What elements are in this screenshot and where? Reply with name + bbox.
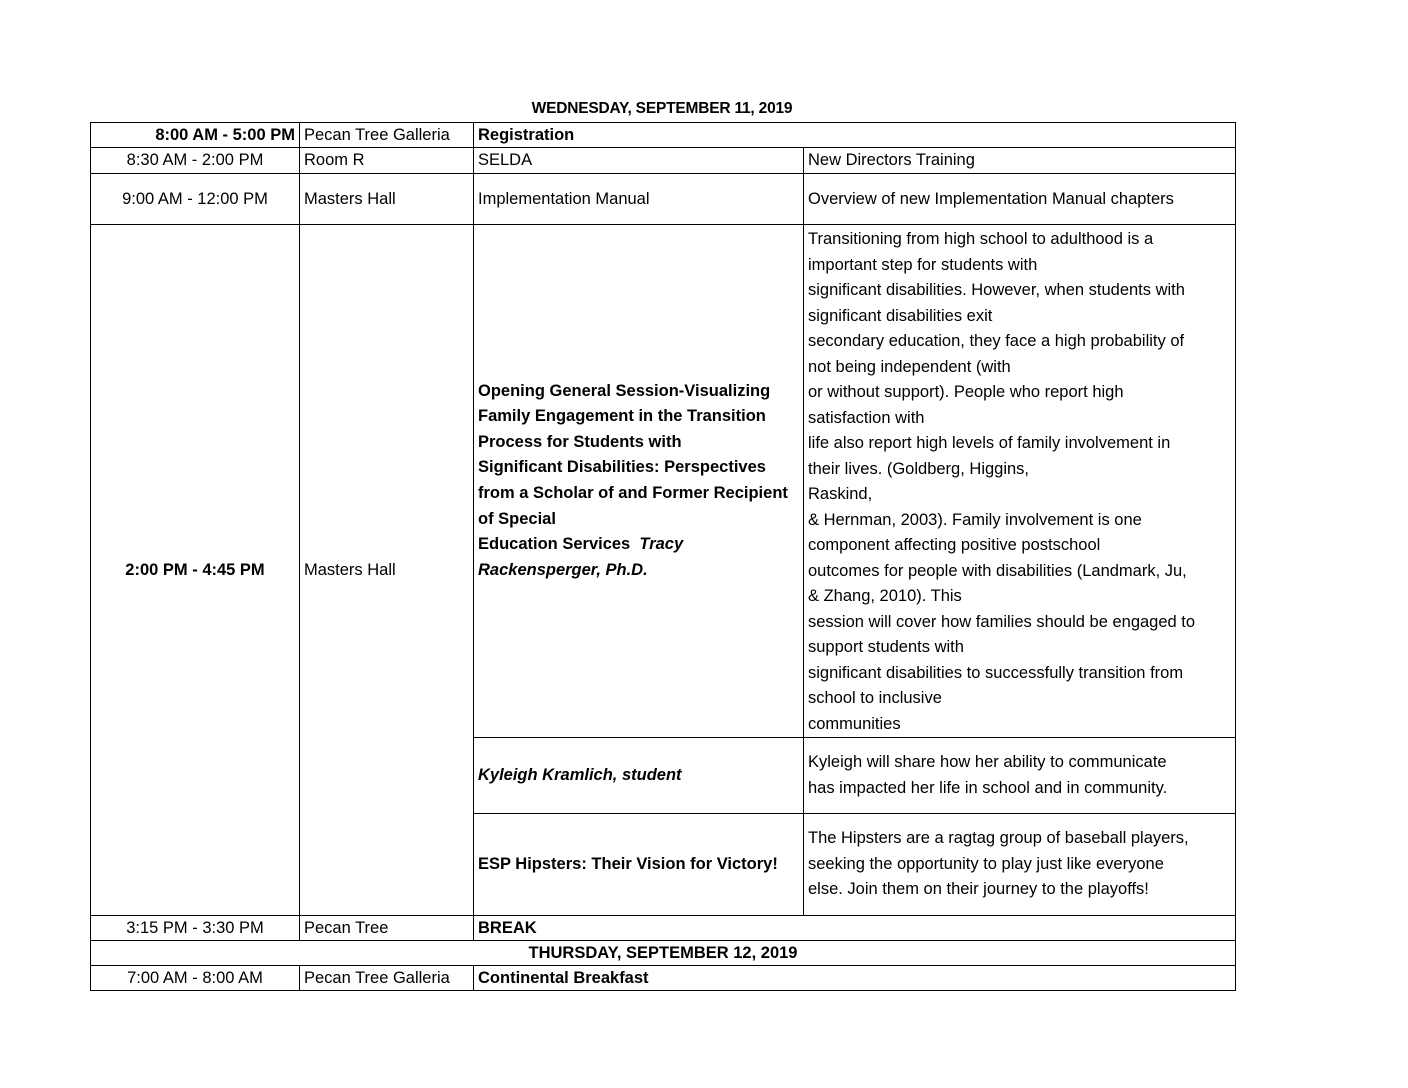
title-line-text: Education Services [478,535,635,554]
description-line: not being independent (with [808,357,1011,376]
session-title-cell: Continental Breakfast [474,966,1236,991]
title-line [478,532,799,558]
description-line: significant disabilities. However, when students with [808,281,1185,299]
session-title-cell [474,225,804,738]
description-line: has impacted her life in school and in community. [808,778,1168,797]
description-line: outcomes for people with disabilities (Landmark, Ju, [808,561,1187,580]
description-line: secondary education, they face a high probability of [808,332,1185,350]
description-line: Raskind, [808,485,873,503]
time-cell: 2:00 PM - 4:45 PM [91,225,300,916]
location-cell: Pecan Tree [300,916,474,941]
session-title-cell: SELDA [474,148,804,174]
session-description-cell: Overview of new Implementation Manual chapters [804,174,1236,225]
description-line: & Hernman, 2003). Family involvement is one [808,510,1142,529]
session-description-cell [804,225,1236,738]
title-line: from a Scholar of and Former Recipient [478,484,788,502]
session-title-cell: Kyleigh Kramlich, student [474,738,804,814]
session-title-cell: Registration [474,123,1236,148]
time-cell: 8:00 AM - 5:00 PM [91,123,300,148]
session-title-cell: ESP Hipsters: Their Vision for Victory! [474,814,804,916]
description-line: component affecting positive postschool [808,536,1101,554]
description-line: significant disabilities exit [808,306,993,325]
session-title-cell: Implementation Manual [474,174,804,225]
table-row [91,225,1236,738]
thursday-date-heading: THURSDAY, SEPTEMBER 12, 2019 [91,941,1236,966]
table-row [91,148,1236,174]
speaker-name: Tracy [639,535,684,554]
time-cell: 7:00 AM - 8:00 AM [91,966,300,991]
table-row [91,966,1236,991]
description-line: significant disabilities to successfully transition from [808,663,1184,682]
session-description-cell: New Directors Training [804,148,1236,174]
time-cell: 9:00 AM - 12:00 PM [91,174,300,225]
location-cell: Masters Hall [300,225,474,916]
table-row [91,174,1236,225]
speaker-name: Rackensperger, Ph.D. [478,560,648,579]
title-line: Opening General Session-Visualizing [478,381,771,400]
description-line: communities [808,714,901,733]
title-line: Significant Disabilities: Perspectives [478,458,766,477]
time-cell: 8:30 AM - 2:00 PM [91,148,300,174]
session-title-cell: BREAK [474,916,1236,941]
description-line: school to inclusive [808,689,942,707]
title-line: of Special [478,509,556,528]
table-row [91,941,1236,966]
description-line: & Zhang, 2010). This [808,587,962,605]
session-description-cell [804,738,1236,814]
wednesday-date-heading: WEDNESDAY, SEPTEMBER 11, 2019 [531,100,793,117]
title-line: Family Engagement in the Transition [478,407,766,426]
description-line: seeking the opportunity to play just like everyone [808,854,1164,873]
location-cell: Room R [300,148,474,174]
location-cell: Pecan Tree Galleria [300,123,474,148]
description-line: or without support). People who report high [808,383,1124,401]
description-line: The Hipsters are a ragtag group of baseball players, [808,829,1189,848]
session-description-cell [804,814,1236,916]
title-line: Process for Students with [478,432,682,451]
table-row [91,123,1236,148]
location-cell: Masters Hall [300,174,474,225]
description-line: else. Join them on their journey to the playoffs! [808,880,1149,899]
description-line: their lives. (Goldberg, Higgins, [808,459,1030,478]
description-line: satisfaction with [808,408,925,427]
schedule-table [90,122,1236,991]
table-row [91,916,1236,941]
description-line: session will cover how families should be engaged to [808,612,1196,631]
description-line: support students with [808,638,964,656]
time-cell: 3:15 PM - 3:30 PM [91,916,300,941]
description-line: life also report high levels of family involvement in [808,434,1171,452]
description-line: Transitioning from high school to adulthood is a [808,230,1154,248]
location-cell: Pecan Tree Galleria [300,966,474,991]
title-line [478,558,799,584]
description-line: important step for students with [808,255,1038,274]
description-line: Kyleigh will share how her ability to communicate [808,753,1167,771]
